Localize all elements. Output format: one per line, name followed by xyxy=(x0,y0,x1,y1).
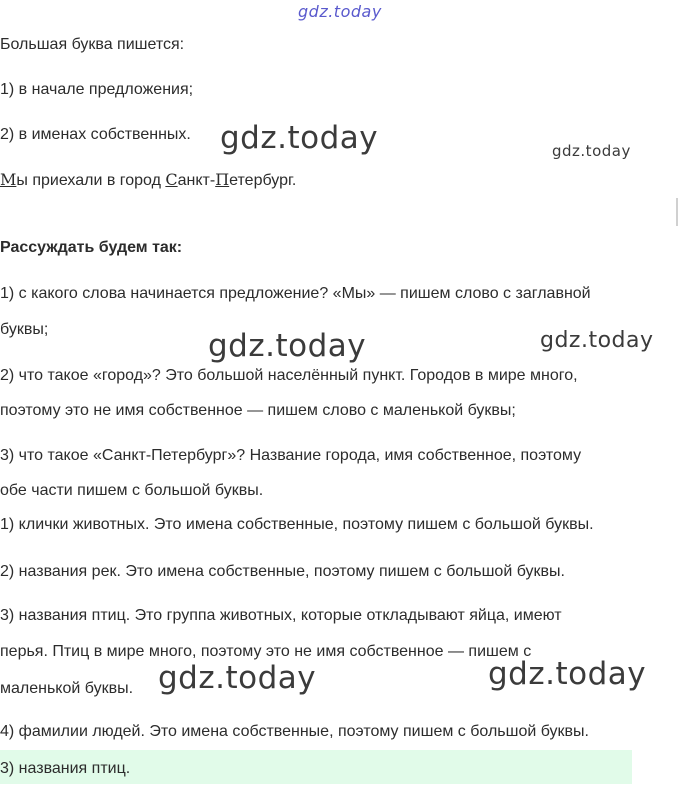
watermark-top: gdz.today xyxy=(298,2,382,21)
watermark: gdz.today xyxy=(552,142,631,160)
example-sentence: Мы приехали в город Санкт-Петербург. xyxy=(0,170,297,189)
answer-option: перья. Птиц в мире много, поэтому это не имя собственное — пишем с xyxy=(0,643,532,660)
watermark: gdz.today xyxy=(488,656,647,692)
capital-letter: С xyxy=(165,170,178,189)
reasoning-step: 3) что такое «Санкт-Петербург»? Название города, имя собственное, поэтому xyxy=(0,447,582,464)
answer-option: маленькой буквы. xyxy=(0,680,134,697)
reasoning-step: 1) с какого слова начинается предложение? «Мы» — пишем слово с заглавной xyxy=(0,285,591,302)
rule-item: 2) в именах собственных. xyxy=(0,126,191,143)
watermark: gdz.today xyxy=(208,328,367,364)
scroll-indicator[interactable] xyxy=(676,198,678,226)
watermark: gdz.today xyxy=(158,660,317,696)
watermark: gdz.today xyxy=(220,120,379,156)
reasoning-step: обе части пишем с большой буквы. xyxy=(0,482,264,499)
reasoning-step: 2) что такое «город»? Это большой населённый пункт. Городов в мире много, xyxy=(0,367,578,384)
reasoning-heading: Рассуждать будем так: xyxy=(0,239,183,256)
reasoning-step: поэтому это не имя собственное — пишем слово с маленькой буквы; xyxy=(0,402,516,419)
capital-letter: П xyxy=(215,170,230,189)
answer-option: 4) фамилии людей. Это имена собственные, поэтому пишем с большой буквы. xyxy=(0,723,589,740)
capital-letter: М xyxy=(0,170,17,189)
answer-option: 1) клички животных. Это имена собственные, поэтому пишем с большой буквы. xyxy=(0,516,594,533)
reasoning-step: буквы; xyxy=(0,321,49,338)
answer-option: 2) названия рек. Это имена собственные, поэтому пишем с большой буквы. xyxy=(0,563,565,580)
answer-option: 3) названия птиц. Это группа животных, которые откладывают яйца, имеют xyxy=(0,607,562,624)
watermark: gdz.today xyxy=(540,328,654,353)
rule-item: 1) в начале предложения; xyxy=(0,81,194,98)
rule-heading: Большая буква пишется: xyxy=(0,36,185,53)
selected-answer[interactable]: 3) названия птиц. xyxy=(0,760,131,777)
